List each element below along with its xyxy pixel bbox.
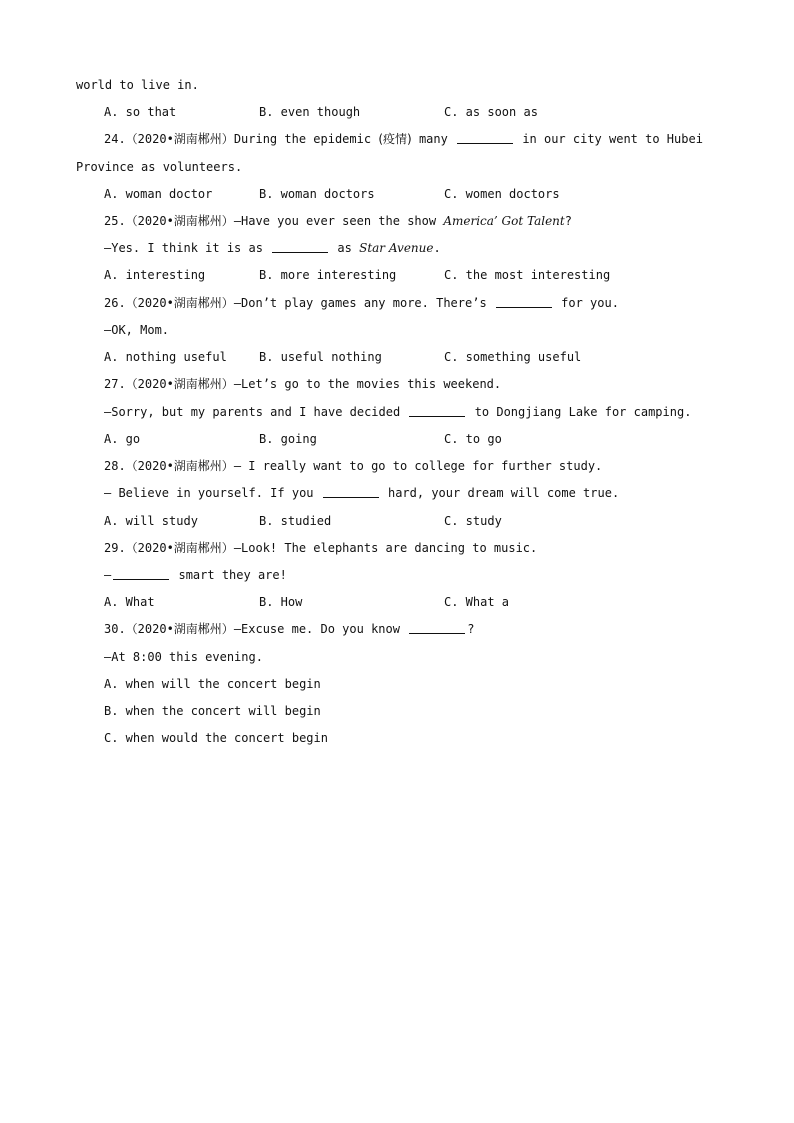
q25-option-a: A. interesting	[104, 268, 206, 282]
q27-option-b: B. going	[259, 432, 317, 446]
q24-stem	[104, 130, 703, 148]
q25-stem	[104, 212, 572, 230]
q28-option-c: C. study	[444, 514, 502, 528]
q28-blank	[323, 485, 379, 498]
q26-prefix: 26.（2020•湖南郴州）	[104, 296, 234, 310]
q25-reply-3: .	[433, 241, 441, 255]
q27-blank	[409, 404, 465, 417]
q25-option-b: B. more interesting	[259, 268, 397, 282]
q23-option-c: C. as soon as	[444, 105, 538, 119]
q25-text-1: —Have you ever seen the show	[233, 214, 444, 228]
q30-option-b: B. when the concert will begin	[104, 704, 321, 718]
q24-option-c: C. women doctors	[444, 187, 560, 201]
q24-option-b: B. woman doctors	[259, 187, 375, 201]
q26-option-a: A. nothing useful	[104, 350, 227, 364]
q28-reply	[104, 484, 619, 502]
q24-blank	[457, 131, 513, 144]
q29-prefix: 29.（2020•湖南郴州）	[104, 541, 234, 555]
q24-cjk-note: (疫情)	[378, 132, 412, 146]
q30-blank	[409, 621, 465, 634]
q28-option-b: B. studied	[259, 514, 332, 528]
q25-blank	[272, 240, 328, 253]
q23-option-b: B. even though	[259, 105, 361, 119]
q26-reply: —OK, Mom.	[104, 323, 170, 337]
q27-reply-2: to Dongjiang Lake for camping.	[474, 405, 692, 419]
q28-option-a: A. will study	[104, 514, 198, 528]
q27-reply	[104, 403, 691, 421]
q28-text-1: — I really want to go to college for further study.	[233, 459, 603, 473]
q26-text-1: —Don’t play games any more. There’s	[233, 296, 487, 310]
q26-stem	[104, 294, 619, 312]
q27-text-1: —Let’s go to the movies this weekend.	[233, 377, 502, 391]
q30-reply: —At 8:00 this evening.	[104, 650, 263, 664]
q29-blank	[113, 567, 169, 580]
q29-text-1: —Look! The elephants are dancing to music.	[233, 541, 538, 555]
q29-reply-2: smart they are!	[178, 568, 287, 582]
q27-option-a: A. go	[104, 432, 141, 446]
q29-option-a: A. What	[104, 595, 155, 609]
q29-reply	[104, 566, 287, 584]
q24-stem-line2: Province as volunteers.	[76, 160, 243, 174]
q30-option-a: A. when will the concert begin	[104, 677, 321, 691]
q28-reply-1: — Believe in yourself. If you	[104, 486, 314, 500]
q24-option-a: A. woman doctor	[104, 187, 213, 201]
q27-option-c: C. to go	[444, 432, 502, 446]
q24-prefix: 24.（2020•湖南郴州）	[104, 132, 234, 146]
q27-reply-1: —Sorry, but my parents and I have decided	[104, 405, 401, 419]
q24-text-1: During the epidemic	[233, 132, 372, 146]
q25-reply-1: —Yes. I think it is as	[104, 241, 263, 255]
q27-stem	[104, 375, 501, 393]
q25-prefix: 25.（2020•湖南郴州）	[104, 214, 234, 228]
q25-text-2: ?	[564, 214, 572, 228]
q30-stem	[104, 620, 474, 638]
q29-reply-1: —	[104, 568, 112, 582]
q24-text-2: many	[418, 132, 448, 146]
q25-option-c: C. the most interesting	[444, 268, 611, 282]
q23-option-a: A. so that	[104, 105, 177, 119]
q28-stem	[104, 457, 602, 475]
q26-option-b: B. useful nothing	[259, 350, 382, 364]
q28-prefix: 28.（2020•湖南郴州）	[104, 459, 234, 473]
q30-prefix: 30.（2020•湖南郴州）	[104, 622, 234, 636]
q26-text-2: for you.	[561, 296, 619, 310]
q30-text-1: —Excuse me. Do you know	[233, 622, 400, 636]
q27-prefix: 27.（2020•湖南郴州）	[104, 377, 234, 391]
q25-show-title: America’ Got Talent	[443, 214, 565, 228]
q28-reply-2: hard, your dream will come true.	[387, 486, 620, 500]
q24-text-3: in our city went to Hubei	[522, 132, 703, 146]
q29-option-b: B. How	[259, 595, 303, 609]
q26-option-c: C. something useful	[444, 350, 582, 364]
q29-option-c: C. What a	[444, 595, 510, 609]
q30-text-2: ?	[467, 622, 475, 636]
q23-continuation: world to live in.	[76, 78, 199, 92]
q25-reply-2: as	[337, 241, 352, 255]
q26-blank	[496, 295, 552, 308]
q30-option-c: C. when would the concert begin	[104, 731, 328, 745]
q25-star-avenue: Star Avenue	[359, 241, 434, 255]
q29-stem	[104, 539, 537, 557]
q25-reply	[104, 239, 441, 257]
